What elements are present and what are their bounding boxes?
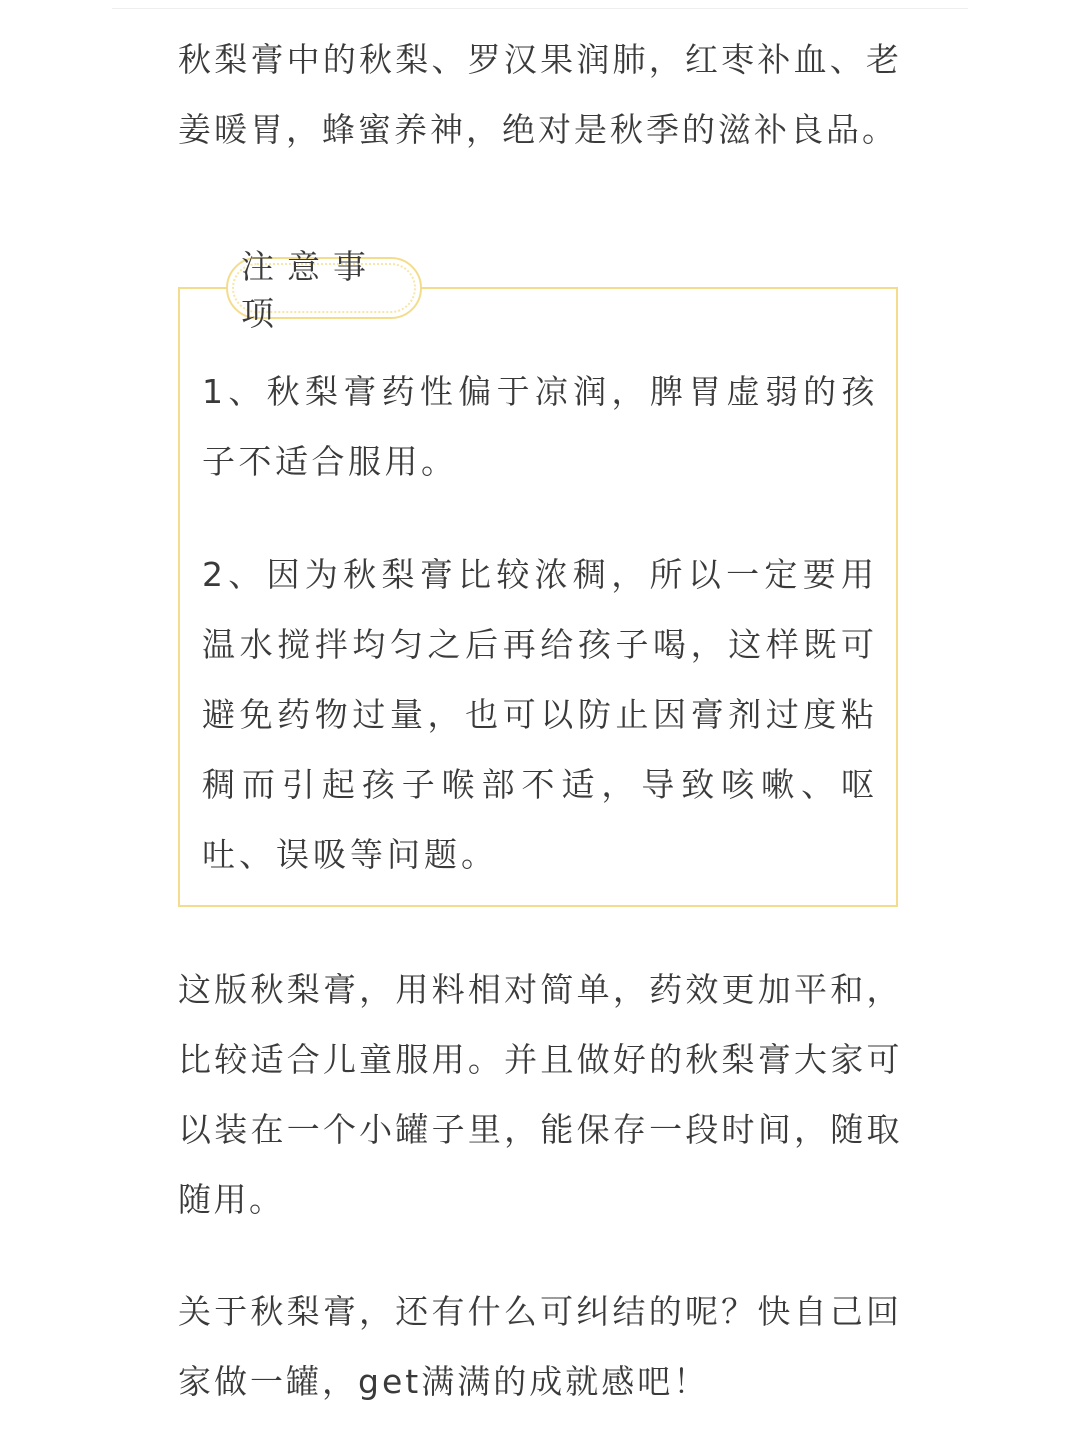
notice-item: 2、因为秋梨膏比较浓稠，所以一定要用温水搅拌均匀之后再给孩子喝，这样既可避免药物过量，也可以防止因膏剂过度粘稠而引起孩子喉部不适，导致咳嗽、呕吐、误吸等问题。: [202, 555, 878, 874]
closing-paragraph: 关于秋梨膏，还有什么可纠结的呢？快自己回家做一罐，get满满的成就感吧！: [178, 1292, 902, 1401]
top-divider: [112, 8, 968, 9]
notice-item: 1、秋梨膏药性偏于凉润，脾胃虚弱的孩子不适合服用。: [202, 372, 878, 481]
intro-paragraph: 秋梨膏中的秋梨、罗汉果润肺，红枣补血、老姜暖胃，蜂蜜养神，绝对是秋季的滋补良品。: [178, 40, 902, 149]
summary-paragraph: 这版秋梨膏，用料相对简单，药效更加平和，比较适合儿童服用。并且做好的秋梨膏大家可以装在一个小罐子里，能保存一段时间，随取随用。: [178, 970, 902, 1219]
notice-title-badge: [226, 247, 422, 333]
notice-title: 注意事项: [241, 247, 379, 333]
